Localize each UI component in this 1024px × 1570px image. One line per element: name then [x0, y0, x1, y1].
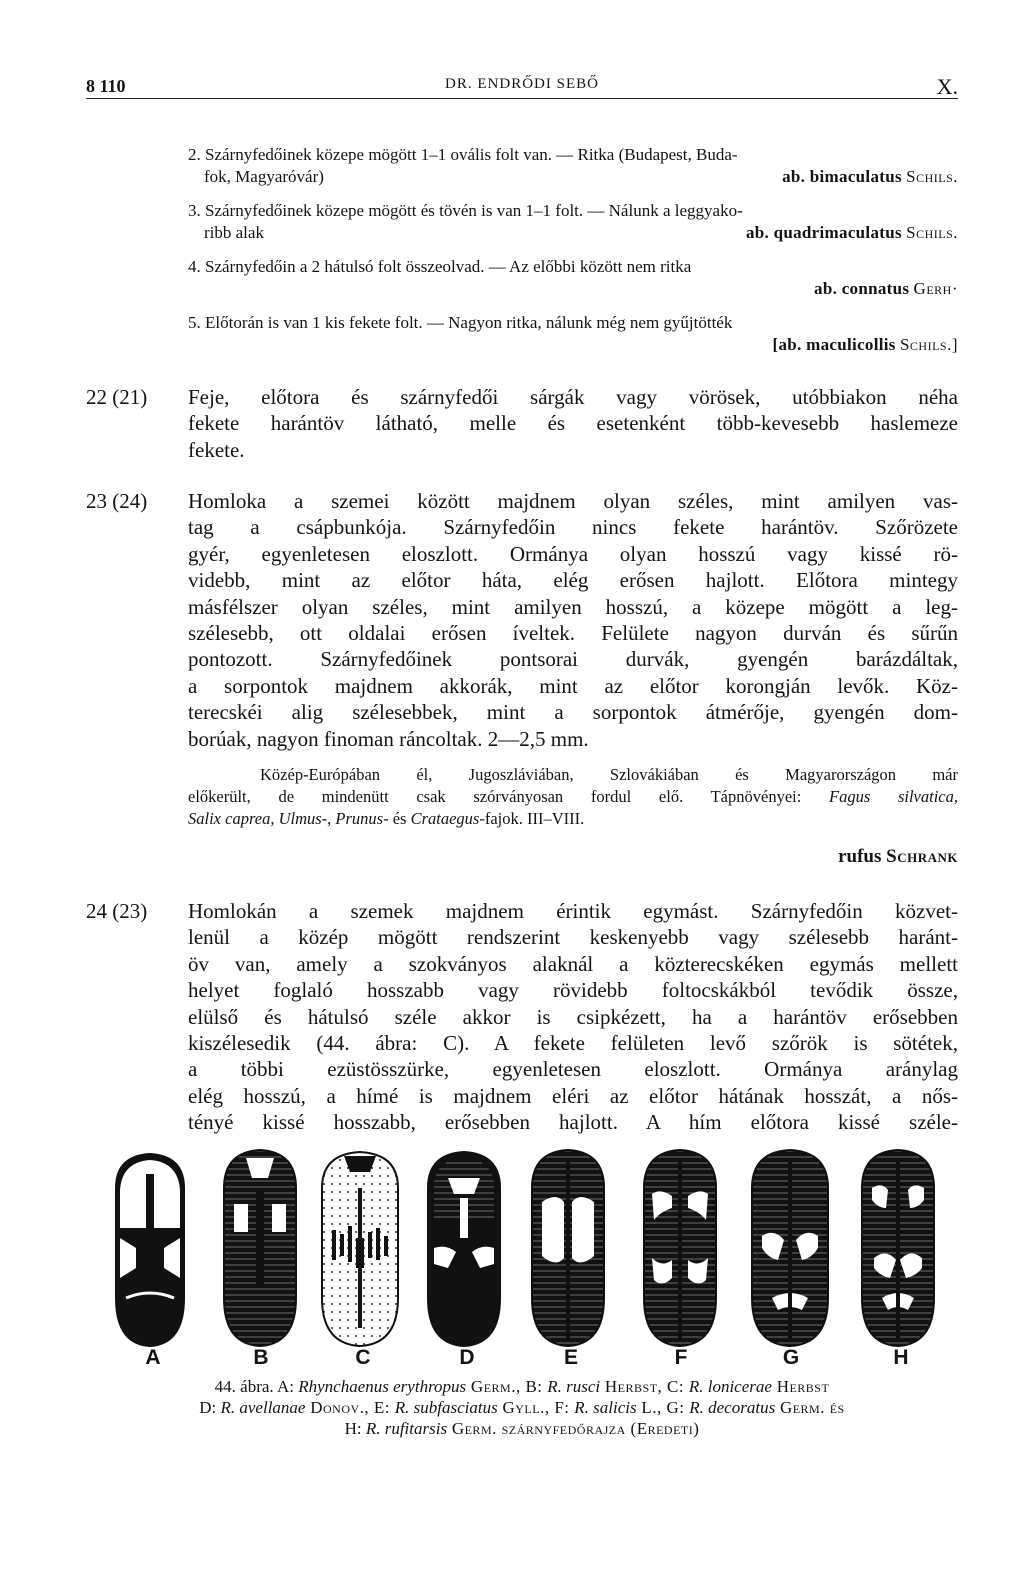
- plant-name: Fagus silvatica,: [829, 787, 958, 806]
- aberration-name: ab. bimaculatus: [782, 167, 902, 186]
- figure-label: G: [782, 1346, 800, 1369]
- caption-line: D: R. avellanae Donov., E: R. subfasciatus Gyll., F: R. salicis L., G: R. decoratus Germ. és: [199, 1398, 845, 1417]
- couplet-line: terecskéi alig szélesebbek, mint a sorpontok átmérője, gyengén dom-: [188, 700, 958, 725]
- aberration-3: [188, 200, 958, 244]
- figure-labels: [96, 1346, 976, 1374]
- figure-label: D: [459, 1346, 475, 1369]
- aberration-text: ribb alak: [204, 223, 264, 242]
- couplet-line: a sorpontok majdnem akkorák, mint az előtor korongján levők. Köz-: [188, 673, 958, 698]
- figure-label: A: [145, 1346, 161, 1369]
- couplet-line: Feje, előtora és szárnyfedői sárgák vagy vörösek, utóbbiakon néha: [188, 385, 958, 409]
- couplet-line: a többi ezüstösszürke, egyenletesen eloszlott. Ormánya aránylag: [188, 1057, 958, 1082]
- key-couplet-22: [86, 384, 958, 463]
- figure-label: E: [563, 1346, 578, 1369]
- couplet-number: 24 (23): [86, 899, 148, 923]
- couplet-line: elülső és hátulsó széle akkor is csipkézett, ha a harántöv erősebben: [188, 1004, 958, 1029]
- aberration-author: Schils.: [906, 167, 958, 186]
- elytron-drawing-a: [116, 1154, 184, 1346]
- chapter-number: X.: [936, 74, 958, 99]
- aberration-4: [188, 256, 958, 300]
- couplet-line: szélesebb, ott oldalai erősen íveltek. Felülete nagyon durván és sűrűn: [188, 621, 958, 646]
- elytron-drawing-g: [752, 1150, 828, 1346]
- couplet-line: Homloka a szemei között majdnem olyan széles, mint amilyen vas-: [188, 489, 958, 513]
- elytron-drawing-h: [862, 1150, 934, 1346]
- couplet-line: gyér, egyenletesen eloszlott. Ormánya olyan hosszú vagy kissé rö-: [188, 541, 958, 566]
- key-couplet-24: [86, 898, 958, 1136]
- couplet-number: 22 (21): [86, 385, 148, 409]
- aberration-2: [188, 144, 958, 188]
- page-number: 8 110: [86, 76, 126, 96]
- figure-label: B: [253, 1346, 269, 1369]
- key-couplet-23: [86, 488, 958, 752]
- distribution-note: [188, 764, 958, 830]
- figure-label: H: [893, 1346, 909, 1369]
- aberration-text: fok, Magyaróvár): [204, 167, 324, 186]
- page-header: [86, 62, 958, 99]
- note-line: Közép-Európában él, Jugoszláviában, Szlovákiában és Magyarországon már: [260, 765, 958, 784]
- species-name: rufus Schrank: [838, 846, 958, 867]
- couplet-number: 23 (24): [86, 489, 148, 513]
- couplet-line: tényé kissé hosszabb, erősebben hajlott. A hím előtora kissé széle-: [188, 1110, 958, 1135]
- aberration-name: ab. connatus: [814, 279, 910, 298]
- plant-name: Crataegus: [410, 809, 480, 828]
- couplet-line: Homlokán a szemek majdnem érintik egymást. Szárnyfedőin közvet-: [188, 899, 958, 923]
- note-line: Salix caprea, Ulmus-, Prunus- és Crataegus-fajok. III–VIII.: [188, 809, 585, 828]
- elytron-drawing-f: [644, 1150, 716, 1346]
- figure-label: F: [674, 1346, 688, 1369]
- aberration-text: 3. Szárnyfedőinek közepe mögött és tövén is van 1–1 folt. — Nálunk a leggyako-: [188, 201, 743, 220]
- aberration-author: Schils.: [906, 223, 958, 242]
- figure-label: C: [355, 1346, 371, 1369]
- couplet-line: kiszélesedik (44. ábra: C). A fekete felületen levő szőrök is sötétek,: [188, 1031, 958, 1056]
- species-author: Schrank: [886, 846, 958, 867]
- couplet-line: helyet foglaló hosszabb vagy rövidebb foltocskákból tevődik össze,: [188, 978, 958, 1003]
- elytron-drawing-b: [224, 1150, 296, 1346]
- elytron-drawing-e: [532, 1150, 604, 1346]
- running-head-author: DR. ENDRŐDI SEBŐ: [445, 76, 599, 92]
- figure-44-elytra-drawings: [96, 1148, 976, 1378]
- couplet-line: videbb, mint az előtor háta, elég erősen hajlott. Előtora mintegy: [188, 568, 958, 593]
- caption-line: H: R. rufitarsis Germ. szárnyfedőrajza (Eredeti): [344, 1419, 700, 1438]
- couplet-line: öv van, amely a szokványos alaknál a közterecskéken egymás mellett: [188, 951, 958, 976]
- aberration-name: ab. quadrimaculatus: [745, 223, 902, 242]
- aberration-text: 2. Szárnyfedőinek közepe mögött 1–1 ovális folt van. — Ritka (Budapest, Buda-: [188, 145, 738, 164]
- figure-caption: [86, 1376, 958, 1439]
- couplet-line: fekete harántöv látható, melle és esetenként több-kevesebb haslemeze: [188, 411, 958, 436]
- aberration-5: [188, 312, 958, 356]
- elytron-drawing-c: [322, 1152, 398, 1346]
- caption-line: 44. ábra. A: Rhynchaenus erythropus Germ., B: R. rusci Herbst, C: R. lonicerae Herbst: [214, 1377, 830, 1396]
- couplet-line: tag a csápbunkója. Szárnyfedőin nincs fekete harántöv. Szőrözete: [188, 515, 958, 540]
- elytra-illustrations: [96, 1148, 976, 1348]
- elytron-drawing-d: [428, 1152, 500, 1346]
- aberration-name: [ab. maculicollis: [772, 335, 896, 354]
- couplet-line: borúak, nagyon finoman ráncoltak. 2—2,5 mm.: [188, 726, 589, 751]
- aberration-text: 5. Előtorán is van 1 kis fekete folt. — Nagyon ritka, nálunk még nem gyűjtötték: [188, 313, 733, 332]
- couplet-line: fekete.: [188, 437, 245, 462]
- note-line: előkerült, de mindenütt csak szórványosan fordul elő. Tápnövényei: Fagus silvatica,: [188, 787, 958, 806]
- aberration-text: 4. Szárnyfedőin a 2 hátulsó folt összeolvad. — Az előbbi között nem ritka: [188, 257, 692, 276]
- plant-name: Prunus-: [335, 809, 389, 828]
- couplet-line: pontozott. Szárnyfedőinek pontsorai durvák, gyengén barázdáltak,: [188, 647, 958, 672]
- couplet-line: másfélszer olyan széles, mint amilyen hosszú, a közepe mögött a leg-: [188, 594, 958, 619]
- plant-name: Salix caprea, Ulmus-: [188, 809, 328, 828]
- aberration-author: Gerh·: [913, 279, 958, 298]
- couplet-line: elég hosszú, a hímé is majdnem eléri az előtor hátának hosszát, a nős-: [188, 1083, 958, 1108]
- aberration-author: Schils.]: [899, 335, 958, 354]
- couplet-line: lenül a közép mögött rendszerint keskenyebb vagy szélesebb haránt-: [188, 925, 958, 950]
